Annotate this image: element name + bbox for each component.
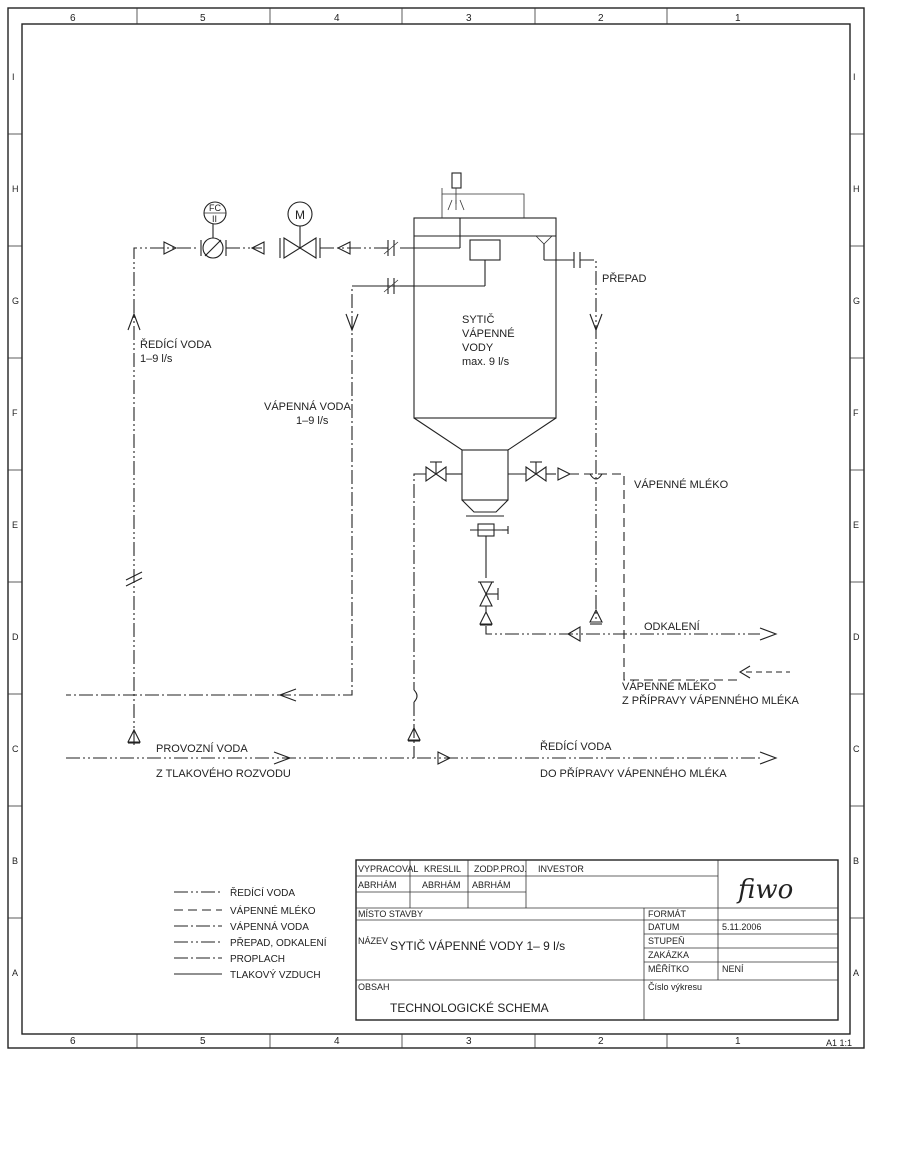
row-label-f-right: F [853, 408, 859, 418]
tb-order-label: ZAKÁZKA [648, 950, 690, 960]
blowdown-line [478, 582, 776, 641]
tb-site-label: MÍSTO STAVBY [358, 909, 424, 919]
row-label-h-right: H [853, 184, 860, 194]
tb-date-label: DATUM [648, 922, 680, 932]
flow-control-valve [201, 202, 226, 258]
col-label-5-bottom: 5 [200, 1036, 206, 1047]
tb-contents-label: OBSAH [358, 982, 390, 992]
process-water-label-2: Z TLAKOVÉHO ROZVODU [156, 768, 291, 780]
dilution-water-line [126, 218, 460, 745]
row-label-b: B [12, 856, 19, 866]
col-label-3-bottom: 3 [466, 1036, 472, 1047]
tb-contents-value: TECHNOLOGICKÉ SCHEMA [390, 1001, 549, 1015]
row-label-i: I [12, 72, 15, 82]
overflow-label: PŘEPAD [602, 273, 647, 285]
tb-drawn-by-header: KRESLIL [424, 864, 462, 874]
col-label-4-bottom: 4 [334, 1036, 340, 1047]
row-label-c-right: C [853, 744, 860, 754]
lime-water-label: VÁPENNÁ VODA [264, 401, 351, 413]
tb-format-label: FORMÁT [648, 909, 686, 919]
lime-milk-inlet-label-1: VÁPENNÉ MLÉKO [622, 681, 717, 693]
flushing-line [408, 462, 462, 758]
dilution-water-out-label-2: DO PŘÍPRAVY VÁPENNÉHO MLÉKA [540, 768, 727, 780]
tank-label-line1: SYTIČ [462, 314, 495, 326]
dilution-water-flow: 1–9 l/s [140, 353, 173, 365]
tb-scale-label: MĚŘÍTKO [648, 964, 690, 974]
lime-water-saturator-tank [354, 173, 556, 578]
tb-stage-label: STUPEŇ [648, 936, 685, 946]
legend-item-compressed-air: TLAKOVÝ VZDUCH [230, 970, 321, 981]
dilution-water-label: ŘEDÍCÍ VODA [140, 339, 212, 351]
lime-water-line [66, 278, 414, 701]
col-label-1-bottom: 1 [735, 1036, 741, 1047]
fc-instrument-label: FC [209, 203, 221, 213]
legend-item-flushing: PROPLACH [230, 954, 286, 965]
motor-label: M [295, 208, 305, 222]
tb-date-value: 5.11.2006 [722, 922, 762, 932]
tb-prepared-by-name: ABRHÁM [358, 880, 397, 890]
lime-milk-line [508, 462, 790, 680]
title-block [356, 860, 838, 1020]
row-label-g-right: G [853, 296, 861, 306]
row-label-d: D [12, 632, 19, 642]
row-label-i-right: I [853, 72, 856, 82]
blowdown-label: ODKALENÍ [644, 621, 700, 633]
col-label-5: 5 [200, 13, 206, 24]
tb-scale-value: NENÍ [722, 964, 744, 974]
row-label-e: E [12, 520, 19, 530]
col-label-4: 4 [334, 13, 340, 24]
col-label-6-bottom: 6 [70, 1036, 76, 1047]
row-label-c: C [12, 744, 19, 754]
tb-responsible-header: ZODP.PROJ. [474, 864, 527, 874]
motorized-valve [280, 202, 320, 258]
lime-water-flow: 1–9 l/s [296, 415, 329, 427]
col-label-6: 6 [70, 13, 76, 24]
row-label-g: G [12, 296, 20, 306]
col-label-1: 1 [735, 13, 741, 24]
tb-drawn-by-name: ABRHÁM [422, 880, 461, 890]
tank-label-line2: VÁPENNÉ [462, 328, 515, 340]
legend-item-lime-water: VÁPENNÁ VODA [230, 922, 309, 933]
col-label-3: 3 [466, 13, 472, 24]
tb-drawing-number-label: Číslo výkresu [648, 982, 703, 992]
row-label-h: H [12, 184, 19, 194]
row-label-e-right: E [853, 520, 860, 530]
process-water-label-1: PROVOZNÍ VODA [156, 743, 248, 755]
legend-item-lime-milk: VÁPENNÉ MLÉKO [230, 906, 316, 917]
tb-responsible-name: ABRHÁM [472, 880, 511, 890]
tb-investor-header: INVESTOR [538, 864, 584, 874]
legend-item-dilution-water: ŘEDÍCÍ VODA [230, 888, 296, 899]
legend-item-overflow: PŘEPAD, ODKALENÍ [230, 938, 327, 949]
tb-name-value: SYTIČ VÁPENNÉ VODY 1– 9 l/s [390, 939, 566, 953]
tank-label-line3: VODY [462, 342, 494, 354]
tb-prepared-by-header: VYPRACOVAL [358, 864, 419, 874]
row-label-b-right: B [853, 856, 860, 866]
row-label-f: F [12, 408, 18, 418]
tb-name-label: NÁZEV [358, 936, 389, 946]
lime-milk-inlet-label-2: Z PŘÍPRAVY VÁPENNÉHO MLÉKA [622, 695, 799, 707]
fc-instrument-sub: II [212, 214, 218, 224]
dilution-water-out-label-1: ŘEDÍCÍ VODA [540, 741, 612, 753]
row-label-a-right: A [853, 968, 860, 978]
row-label-d-right: D [853, 632, 860, 642]
col-label-2-bottom: 2 [598, 1036, 604, 1047]
line-legend [174, 886, 327, 981]
row-label-a: A [12, 968, 19, 978]
tank-label-line4: max. 9 l/s [462, 356, 510, 368]
overflow-line [544, 252, 602, 624]
lime-milk-label: VÁPENNÉ MLÉKO [634, 479, 729, 491]
sheet-size-label: A1 1:1 [826, 1038, 853, 1048]
tb-company-logo: fiwo [738, 875, 794, 905]
col-label-2: 2 [598, 13, 604, 24]
